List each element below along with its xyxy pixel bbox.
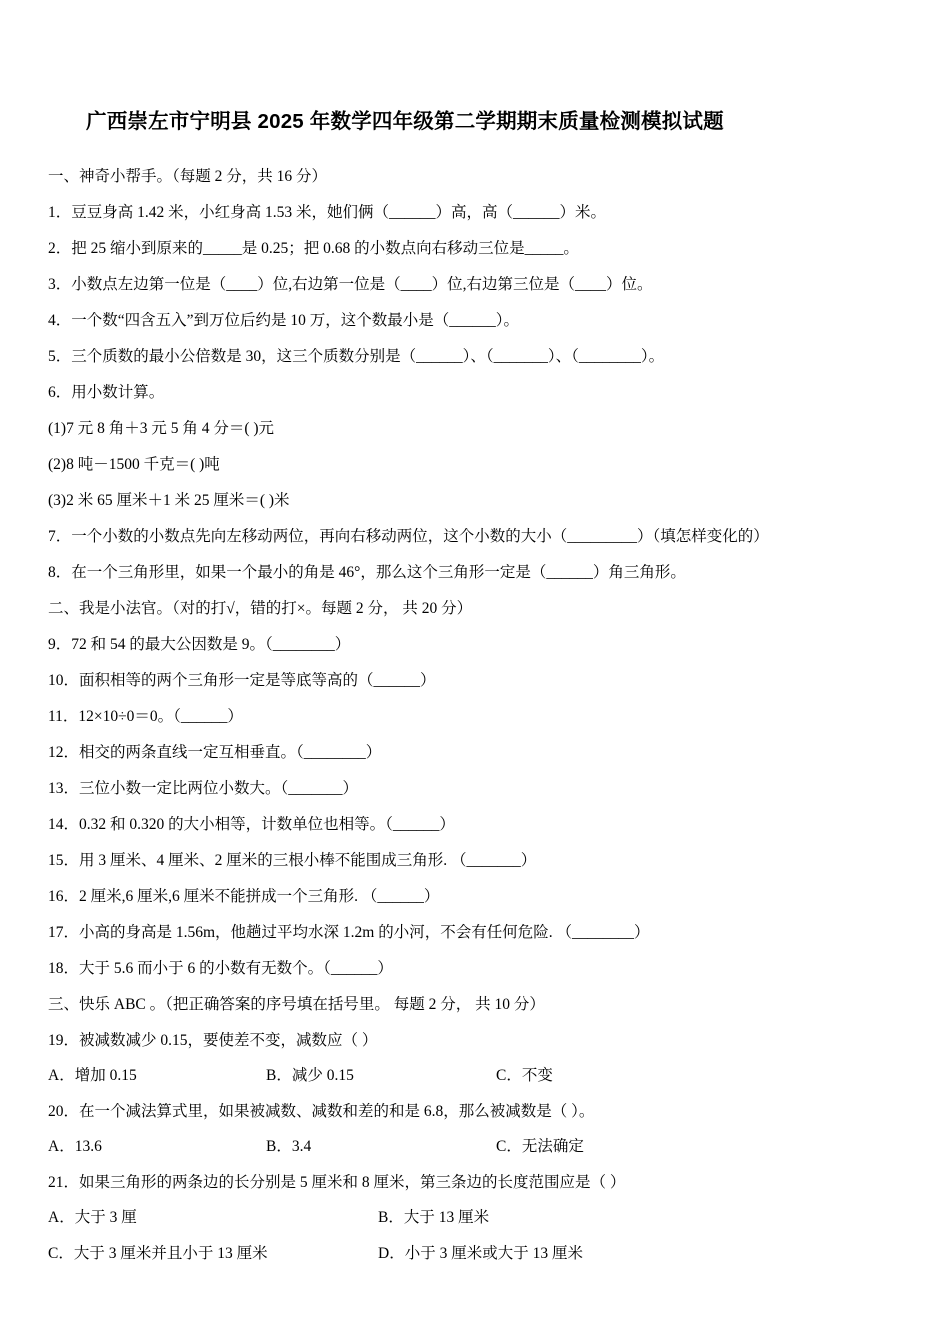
question-item: 7．一个小数的小数点先向左移动两位，再向右移动两位，这个小数的大小（_________）（填怎样变化的）	[48, 527, 769, 545]
question-item: 1．豆豆身高 1.42 米，小红身高 1.53 米，她们俩（______）高，高（______）米。	[48, 203, 607, 221]
choice-option-a[interactable]: A．大于 3 厘	[48, 1209, 137, 1227]
question-subitem: (2)8 吨－1500 千克＝( )吨	[48, 455, 220, 473]
question-item: 2．把 25 缩小到原来的_____是 0.25；把 0.68 的小数点向右移动三位是_____。	[48, 239, 579, 257]
page-title: 广西崇左市宁明县 2025 年数学四年级第二学期期末质量检测模拟试题	[86, 110, 724, 133]
question-item: 10．面积相等的两个三角形一定是等底等高的（______）	[48, 671, 436, 689]
choice-row	[48, 1242, 902, 1266]
question-item: 17．小高的身高是 1.56m，他趟过平均水深 1.2m 的小河，不会有任何危险. （________）	[48, 924, 650, 942]
question-item: 16．2 厘米,6 厘米,6 厘米不能拼成一个三角形. （______）	[48, 888, 440, 905]
question-stem: 19．被减数减少 0.15，要使差不变，减数应（ ）	[48, 1032, 378, 1050]
question-item: 9．72 和 54 的最大公因数是 9。（________）	[48, 635, 351, 653]
question-item: 8．在一个三角形里，如果一个最小的角是 46°，那么这个三角形一定是（______）角三角形。	[48, 563, 686, 581]
question-subitem: (1)7 元 8 角＋3 元 5 角 4 分＝( )元	[48, 419, 275, 437]
section-heading-3: 三、快乐 ABC 。（把正确答案的序号填在括号里。 每题 2 分， 共 10 分）	[48, 996, 545, 1014]
choice-option-c[interactable]: C．大于 3 厘米并且小于 13 厘米	[48, 1245, 268, 1263]
question-subitem: (3)2 米 65 厘米＋1 米 25 厘米＝( )米	[48, 491, 290, 509]
choice-row	[48, 1135, 902, 1159]
question-stem: 21．如果三角形的两条边的长分别是 5 厘米和 8 厘米，第三条边的长度范围应是（ ）	[48, 1174, 626, 1192]
choice-option-a[interactable]: A．13.6	[48, 1138, 102, 1156]
question-item: 18．大于 5.6 而小于 6 的小数有无数个。（______）	[48, 960, 393, 978]
question-stem: 20．在一个减法算式里，如果被减数、减数和差的和是 6.8，那么被减数是（ ）。	[48, 1103, 595, 1121]
section-heading-2: 二、我是小法官。（对的打√，错的打×。每题 2 分， 共 20 分）	[48, 599, 473, 617]
question-item: 6．用小数计算。	[48, 383, 165, 401]
question-item: 5．三个质数的最小公倍数是 30，这三个质数分别是（______）、（_______）、（________）。	[48, 347, 665, 365]
choice-option-b[interactable]: B．大于 13 厘米	[378, 1209, 490, 1227]
question-item: 13．三位小数一定比两位小数大。（_______）	[48, 779, 359, 797]
choice-option-d[interactable]: D．小于 3 厘米或大于 13 厘米	[378, 1245, 583, 1263]
question-item: 11．12×10÷0＝0。（______）	[48, 707, 243, 725]
question-item: 4．一个数“四含五入”到万位后约是 10 万，这个数最小是（______）。	[48, 311, 520, 329]
question-item: 14．0.32 和 0.320 的大小相等，计数单位也相等。（______）	[48, 815, 455, 833]
question-item: 3．小数点左边第一位是（____）位,右边第一位是（____）位,右边第三位是（____）位。	[48, 275, 653, 293]
choice-row	[48, 1206, 902, 1230]
choice-option-a[interactable]: A．增加 0.15	[48, 1067, 137, 1085]
section-heading-1: 一、神奇小帮手。（每题 2 分，共 16 分）	[48, 167, 328, 185]
question-item: 15．用 3 厘米、4 厘米、2 厘米的三根小棒不能围成三角形. （_______）	[48, 851, 537, 869]
choice-option-b[interactable]: B．3.4	[266, 1138, 312, 1156]
question-item: 12．相交的两条直线一定互相垂直。（________）	[48, 743, 382, 761]
choice-option-c[interactable]: C．不变	[496, 1067, 553, 1085]
choice-option-b[interactable]: B．减少 0.15	[266, 1067, 354, 1085]
choice-option-c[interactable]: C．无法确定	[496, 1138, 584, 1156]
choice-row	[48, 1064, 902, 1088]
exam-body	[48, 165, 902, 1266]
